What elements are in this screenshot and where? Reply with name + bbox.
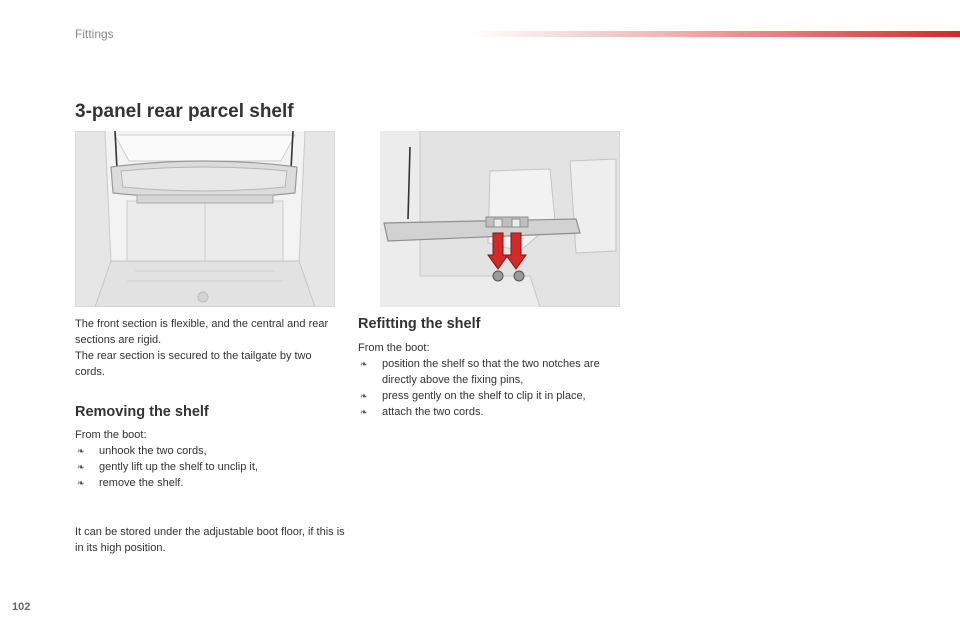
refitting-lead: From the boot: xyxy=(358,342,430,354)
refitting-steps xyxy=(358,340,618,420)
list-item xyxy=(358,404,618,420)
step-text: attach the two cords. xyxy=(382,406,484,418)
list-item xyxy=(75,475,345,491)
boot-parcel-shelf-illustration xyxy=(75,131,335,307)
page-title: 3-panel rear parcel shelf xyxy=(75,101,294,122)
step-text: position the shelf so that the two notches are directly above the fixing pins, xyxy=(382,358,600,386)
refitting-heading: Refitting the shelf xyxy=(358,316,481,332)
list-item xyxy=(75,459,345,475)
step-text: press gently on the shelf to clip it in place, xyxy=(382,390,586,402)
page-number: 102 xyxy=(12,601,31,613)
step-text: unhook the two cords, xyxy=(99,445,207,457)
intro-text xyxy=(75,316,337,380)
list-item xyxy=(358,388,618,404)
section-label: Fittings xyxy=(75,27,114,41)
header-accent-bar xyxy=(470,31,960,37)
list-item xyxy=(75,443,345,459)
intro-line-2: The rear section is secured to the tailgate by two cords. xyxy=(75,350,312,378)
removing-steps xyxy=(75,427,345,491)
bullet-icon: ❧ xyxy=(77,462,85,472)
list-item xyxy=(358,356,618,388)
bullet-icon: ❧ xyxy=(77,446,85,456)
removing-heading: Removing the shelf xyxy=(75,404,209,420)
bullet-icon: ❧ xyxy=(360,359,368,369)
removing-lead: From the boot: xyxy=(75,429,147,441)
storage-note: It can be stored under the adjustable boot floor, if this is in its high position. xyxy=(75,526,345,554)
bullet-icon: ❧ xyxy=(77,478,85,488)
intro-line-1: The front section is flexible, and the central and rear sections are rigid. xyxy=(75,318,329,346)
bullet-icon: ❧ xyxy=(360,391,368,401)
step-text: remove the shelf. xyxy=(99,477,184,489)
step-text: gently lift up the shelf to unclip it, xyxy=(99,461,258,473)
bullet-icon: ❧ xyxy=(360,407,368,417)
shelf-fixing-pins-illustration xyxy=(380,131,620,307)
